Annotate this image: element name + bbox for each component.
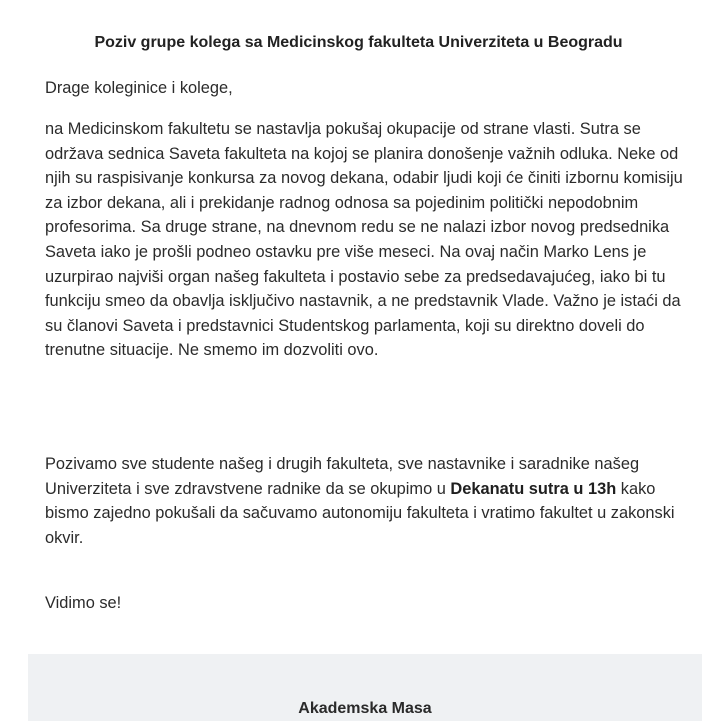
signature: Akademska Masa: [298, 700, 432, 717]
paragraph-2-text-start: Pozivamo sve studente našeg i drugih fakulteta, sve nastavnike i saradnike našeg Univerziteta i sve zdravstvene radnike da se okupimo u: [45, 455, 640, 498]
meeting-location-time: Dekanatu sutra u 13h: [450, 479, 617, 498]
paragraph-2-text-end: kako bismo zajedno pokušali da sačuvamo autonomiju fakulteta i vratimo fakultet u zakonski okvir.: [45, 479, 675, 547]
body-paragraph-2: [45, 452, 685, 550]
greeting: Drage koleginice i kolege,: [45, 79, 233, 97]
signature-footer: [28, 654, 702, 721]
letter-title: Poziv grupe kolega sa Medicinskog fakulteta Univerziteta u Beogradu: [94, 34, 623, 51]
closing-line: Vidimo se!: [45, 594, 122, 612]
body-paragraph-1: na Medicinskom fakultetu se nastavlja pokušaj okupacije od strane vlasti. Sutra se održava sednica Saveta fakulteta na kojoj se planira donošenje važnih odluka. Neke od njih su raspisivanje konkursa za novog dekana, odabir ljudi koji će činiti izbornu komisiju za izbor dekana, ali i prekidanje radnog odnosa sa pojedinim politički nepodobnim profesorima. Sa druge strane, na dnevnom redu se ne nalazi izbor novog predsednika Saveta iako je prošli podneo ostavku pre više meseci. Na ovaj način Marko Lens je uzurpirao najviši organ našeg fakulteta i postavio sebe za predsedavajućeg, iako bi tu funkciju smeo da obavlja isključivo nastavnik, a ne predstavnik Vlade. Važno je istaći da su članovi Saveta i predstavnici Studentskog parlamenta, koji su direktno doveli do trenutne situacije. Ne smemo im dozvoliti ovo.: [45, 120, 683, 360]
